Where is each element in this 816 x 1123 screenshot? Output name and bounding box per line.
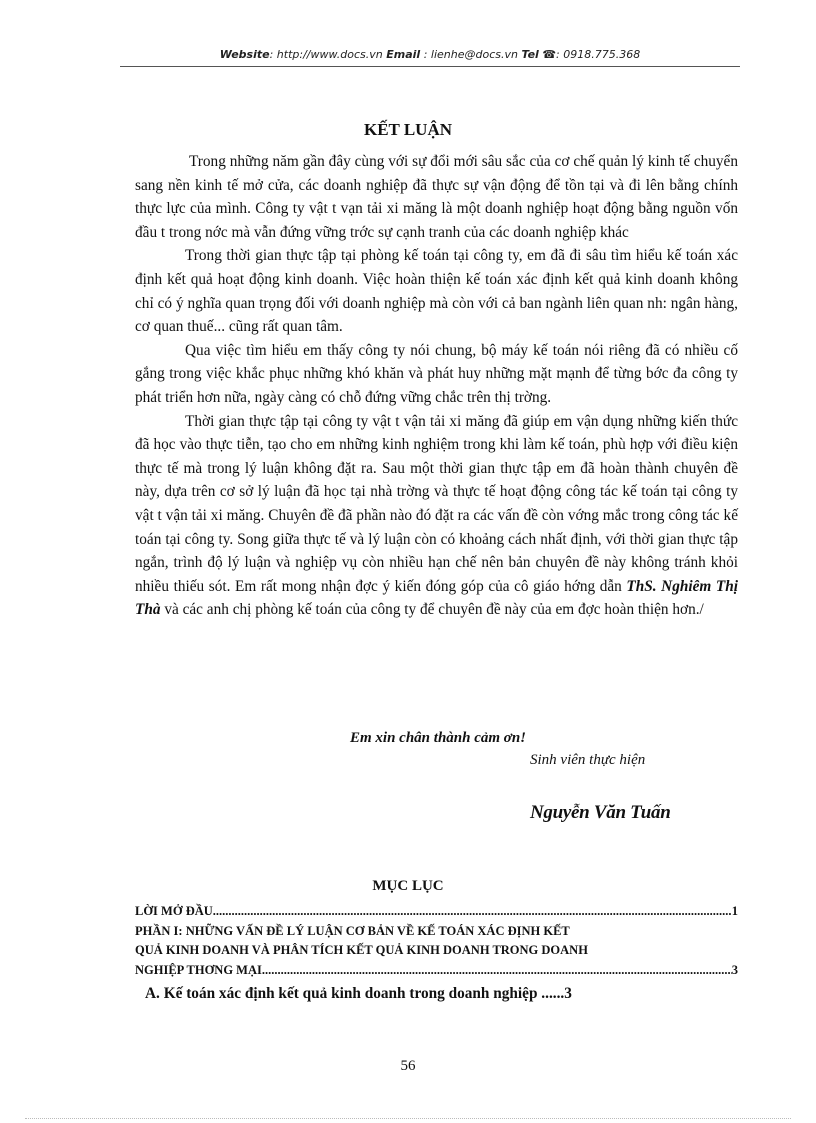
- paragraph-2: Trong thời gian thực tập tại phòng kế toán tại công ty, em đã đi sâu tìm hiểu kế toán xác định kết quả hoạt động kinh doanh. Việc hoàn thiện kế toán xác định kết quả kinh doanh không chỉ có ý nghĩa quan trọng đối với doanh nghiệp mà còn với cả ban ngành liên quan nh: ngân hàng, cơ quan thuế... cũng rất quan tâm.: [135, 247, 738, 336]
- toc-leader-dots: [213, 902, 732, 922]
- tel-label: Tel: [521, 48, 539, 61]
- email-label: Email: [386, 48, 421, 61]
- toc-entry-text: LỜI MỞ ĐẦU: [135, 904, 213, 918]
- footer-divider: [25, 1118, 791, 1119]
- advisor-name: ThS. Nghiêm Thị Thà: [135, 577, 739, 619]
- toc-entry-part1-line3: [135, 961, 738, 981]
- paragraph-4: [135, 410, 738, 622]
- toc-entry-part1-line1: PHẦN I: NHỮNG VẤN ĐỀ LÝ LUẬN CƠ BẢN VỀ KẾ TOÁN XÁC ĐỊNH KẾT: [135, 923, 570, 938]
- author-signature: Nguyễn Văn Tuấn: [530, 802, 671, 823]
- paragraph-4-end: và các anh chị phòng kế toán của công ty để chuyên đề này của em đợc hoàn thiện hơn./: [164, 601, 704, 619]
- header-divider: [120, 66, 740, 67]
- website-label: Website: [219, 48, 270, 61]
- table-of-contents: [135, 902, 738, 1005]
- toc-entry-intro: [135, 902, 738, 922]
- page-title: KẾT LUẬN: [363, 120, 452, 139]
- email-value: : lienhe@docs.vn: [423, 48, 518, 61]
- toc-entry-page: 3: [731, 962, 738, 977]
- phone-icon: ☎: [542, 48, 557, 61]
- page-header: [120, 48, 740, 61]
- tel-value: : 0918.775.368: [556, 48, 641, 61]
- thanks-line: Em xin chân thành cảm ơn!: [350, 730, 527, 746]
- toc-entry-page: 1: [731, 904, 738, 918]
- toc-title: MỤC LỤC: [372, 878, 444, 894]
- paragraph-1: Trong những năm gần đây cùng với sự đổi mới sâu sắc của cơ chế quản lý kinh tế chuyển sang nền kinh tế mở cửa, các doanh nghiệp đã thực sự vận động để tồn tại và đi lên bằng chính thực lực của mình. Công ty vật t vạn tải xi măng là một doanh nghiệp hoạt động bằng nguồn vốn đầu t trong nớc mà vẫn đứng vững trớc sự cạnh tranh của các doanh nghiệp khác: [135, 153, 738, 241]
- toc-entry-section-a: [135, 982, 738, 1005]
- page-number: 56: [400, 1058, 416, 1074]
- paragraph-4-text: Thời gian thực tập tại công ty vật t vận tải xi măng đã giúp em vận dụng những kiến thức đã học vào thực tiễn, tạo cho em những kinh nghiệm trong khi làm kế toán, phù hợp với điều kiện thực tế mà trong lý luận không đặt ra. Sau một thời gian thực tập em đã hoàn thành chuyên đề này, dựa trên cơ sở lý luận đã học tại nhà trờng và thực tế hoạt động công tác kế toán tại công ty vật t vận tải xi măng. Chuyên đề đã phần nào đó đặt ra các vấn đề còn vớng mắc trong công tác kế toán tại công ty. Song giữa thực tế và lý luận còn có khoảng cách nhất định, với thời gian thực tập ngắn, trình độ lý luận và nghiệp vụ còn nhiều hạn chế nên bản chuyên đề này không tránh khỏi nhiều thiếu sót. Em rất mong nhận đợc ý kiến đóng góp của cô giáo hớng dẫn: [135, 412, 738, 595]
- author-role: Sinh viên thực hiện: [530, 752, 646, 768]
- toc-entry-text: NGHIỆP THƠNG MẠI: [135, 962, 262, 977]
- toc-entry-text: A. Kế toán xác định kết quả kinh doanh trong doanh nghiệp ......: [145, 985, 565, 1002]
- toc-entry-page: 3: [564, 985, 572, 1002]
- toc-entry-part1-line2: QUẢ KINH DOANH VÀ PHÂN TÍCH KẾT QUẢ KINH DOANH TRONG DOANH: [135, 943, 588, 957]
- website-value: : http://www.docs.vn: [269, 48, 383, 61]
- conclusion-body: [135, 150, 738, 622]
- paragraph-3: Qua việc tìm hiểu em thấy công ty nói chung, bộ máy kế toán nói riêng đã có nhiều cố gắng trong việc khắc phục những khó khăn và phát huy những mặt mạnh để từng bớc đa công ty phát triển hơn nữa, ngày càng có chỗ đứng vững chắc trên thị trờng.: [135, 341, 738, 406]
- toc-leader-dots: [262, 961, 732, 981]
